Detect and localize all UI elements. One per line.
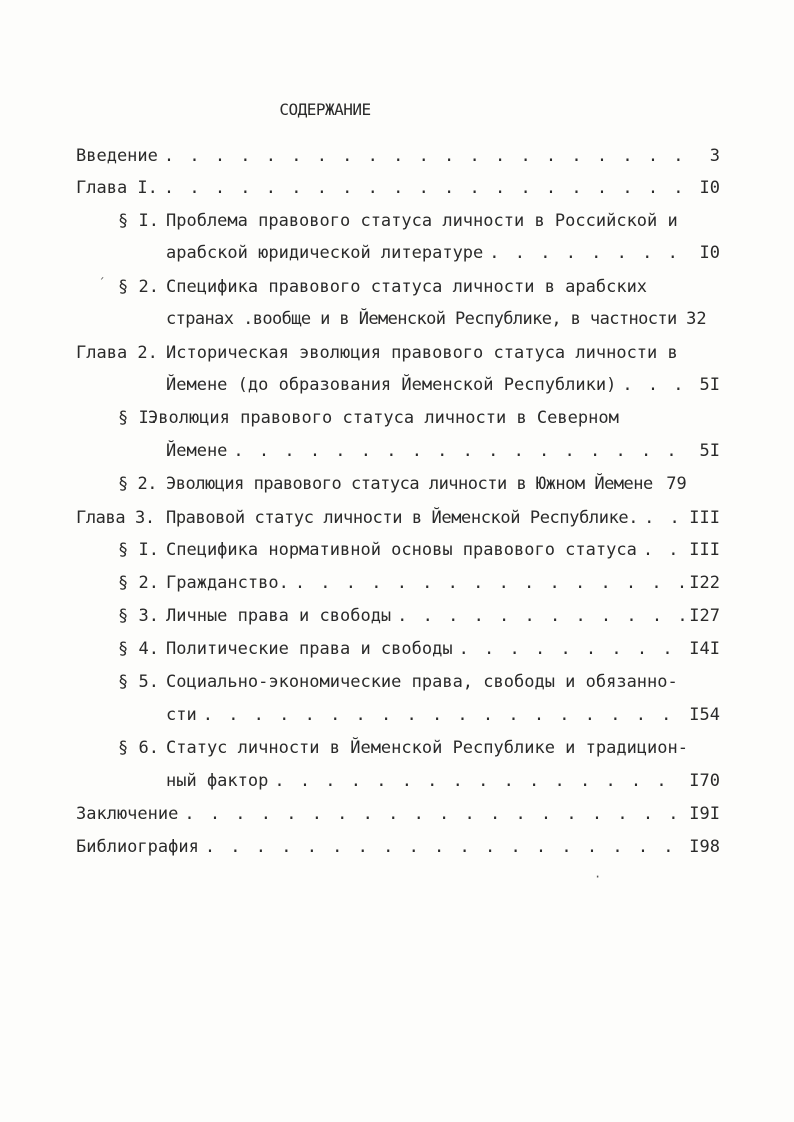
toc-page-number: III	[689, 508, 720, 528]
dot-leader	[158, 176, 686, 200]
toc-entry-2-2[interactable]	[118, 472, 720, 496]
toc-text: странах .вообще и в Йеменской Республике, в частности	[166, 309, 677, 329]
toc-text: ный фактор	[166, 771, 269, 791]
dot-leader	[227, 439, 686, 463]
toc-page-number: I0	[699, 243, 720, 263]
dot-leader	[637, 538, 685, 562]
toc-text: Эволюция правового статуса личности в Южном Йемене	[166, 474, 653, 494]
toc-entry-3-1[interactable]	[118, 538, 720, 562]
toc-entry-1-1[interactable]	[118, 209, 720, 233]
toc-label: Глава 2.	[76, 343, 158, 363]
toc-entry-chapter-1[interactable]	[76, 176, 720, 200]
toc-entry-3-2[interactable]	[118, 571, 720, 595]
toc-page-number: 32	[686, 309, 707, 329]
scan-artifact: ·	[594, 870, 602, 884]
toc-entry-chapter-2-cont[interactable]	[166, 373, 720, 397]
page-title: СОДЕРЖАНИЕ	[279, 100, 371, 119]
dot-leader	[197, 703, 686, 727]
toc-entry-1-2[interactable]	[118, 275, 720, 299]
section-mark: § 3.	[118, 606, 159, 626]
dot-leader	[391, 604, 685, 628]
dot-leader	[268, 769, 685, 793]
toc-entry-chapter-2[interactable]	[76, 341, 720, 365]
toc-page-number: I27	[689, 606, 720, 626]
section-mark: § 2.	[118, 573, 159, 593]
toc-text: Правовой статус личности в Йеменской Республике.	[166, 508, 639, 528]
toc-text: Проблема правового статуса личности в Российской и	[166, 211, 678, 231]
dot-leader	[289, 571, 685, 595]
toc-text: Эволюция правового статуса личности в Северном	[148, 408, 619, 428]
toc-entry-conclusion[interactable]	[76, 802, 720, 826]
toc-page-number: I98	[689, 837, 720, 857]
toc-entry-3-4[interactable]	[118, 637, 720, 661]
section-mark: § 5.	[118, 672, 159, 692]
toc-page-number: 3	[709, 146, 720, 166]
toc-text: сти	[166, 705, 197, 725]
toc-page-number: I9I	[689, 804, 720, 824]
toc-text: Йемене (до образования Йеменской Республики)	[166, 375, 617, 395]
toc-page-number: I4I	[689, 639, 720, 659]
dot-leader	[638, 506, 685, 530]
dot-leader	[616, 373, 686, 397]
toc-text: Статус личности в Йеменской Республике и традицион-	[166, 738, 688, 758]
toc-entry-3-3[interactable]	[118, 604, 720, 628]
dot-leader	[178, 802, 685, 826]
toc-text: Йемене	[166, 441, 228, 461]
section-mark: § I.	[118, 408, 159, 428]
section-mark: § 6.	[118, 738, 159, 758]
toc-entry-bibliography[interactable]	[76, 835, 720, 859]
toc-text: арабской юридической литературе	[166, 243, 484, 263]
toc-text: Историческая эволюция правового статуса личности в	[166, 343, 678, 363]
dot-leader	[158, 144, 686, 168]
toc-entry-3-6-cont[interactable]	[166, 769, 720, 793]
toc-page-number: 79	[666, 474, 687, 494]
toc-page-number: I22	[689, 573, 720, 593]
dot-leader	[453, 637, 686, 661]
toc-entry-2-1[interactable]	[118, 406, 720, 430]
toc-text: Специфика правового статуса личности в арабских	[166, 277, 648, 297]
dot-leader	[483, 241, 686, 265]
toc-text: Специфика нормативной основы правового статуса	[166, 540, 637, 560]
section-mark: § 2.	[118, 277, 159, 297]
toc-entry-introduction[interactable]	[76, 144, 720, 168]
toc-label: Введение	[76, 146, 158, 166]
toc-entry-3-6[interactable]	[118, 736, 720, 760]
scan-artifact: ´	[98, 276, 106, 290]
toc-page-number: III	[689, 540, 720, 560]
toc-page-number: I0	[699, 178, 720, 198]
toc-entry-1-1-cont[interactable]	[166, 241, 720, 265]
toc-label: Заключение	[76, 804, 179, 824]
toc-text: Гражданство.	[166, 573, 289, 593]
toc-label: Глава I.	[76, 178, 158, 198]
section-mark: § I.	[118, 540, 159, 560]
toc-text: Политические права и свободы	[166, 639, 453, 659]
toc-label: Глава 3.	[76, 508, 155, 528]
toc-page-number: I54	[689, 705, 720, 725]
toc-entry-3-5[interactable]	[118, 670, 720, 694]
toc-entry-chapter-3[interactable]	[76, 506, 720, 530]
toc-page-number: 5I	[699, 441, 720, 461]
toc-page-number: I70	[689, 771, 720, 791]
toc-label: Библиография	[76, 837, 199, 857]
toc-text: Личные права и свободы	[166, 606, 392, 626]
toc-entry-1-2-cont[interactable]	[166, 307, 720, 331]
toc-text: Социально-экономические права, свободы и обязанно-	[166, 672, 678, 692]
toc-page-number: 5I	[699, 375, 720, 395]
dot-leader	[199, 835, 685, 859]
toc-entry-2-1-cont[interactable]	[166, 439, 720, 463]
toc-entry-3-5-cont[interactable]	[166, 703, 720, 727]
section-mark: § 4.	[118, 639, 159, 659]
section-mark: § I.	[118, 211, 159, 231]
section-mark: § 2.	[118, 474, 157, 494]
